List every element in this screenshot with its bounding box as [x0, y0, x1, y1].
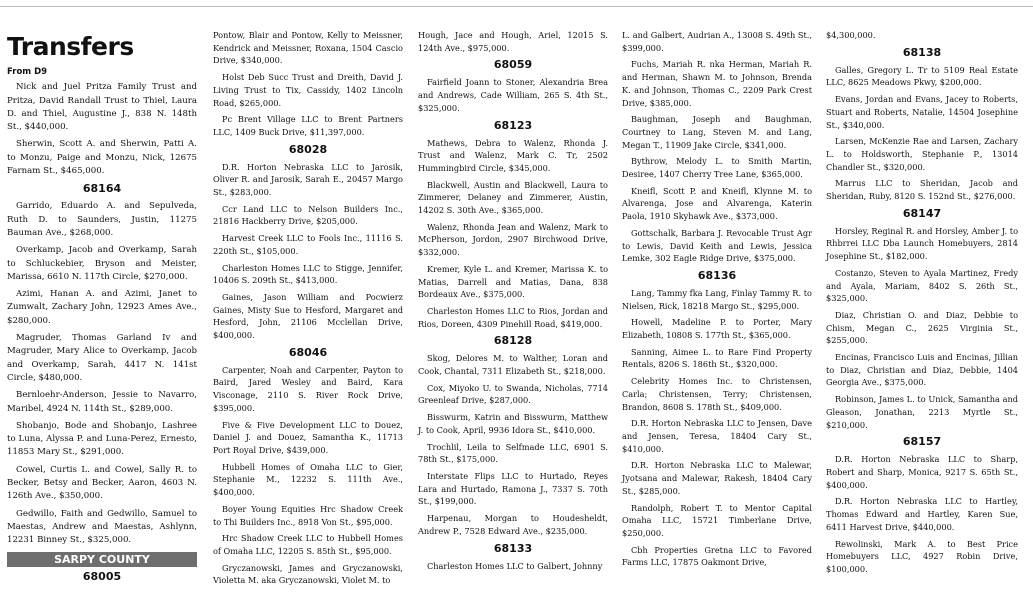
zip-code-heading: 68133	[493, 541, 533, 555]
transfer-entry: D.R. Horton Nebraska LLC to Jarosik, Oliver R. and Jarosik, Sarah E., 20457 Margo St., $283,000.	[213, 161, 403, 198]
transfer-entry: Cbh Properties Gretna LLC to Favored Farms LLC, 17875 Oakmont Drive,	[622, 544, 812, 568]
transfer-entry: L. and Galbert, Audrian A., 13008 S. 49th St., $399,000.	[622, 30, 812, 53]
transfer-entry: Hrc Shadow Creek LLC to Hubbell Homes of Omaha LLC, 12205 S. 85th St., $95,000.	[213, 533, 403, 556]
transfer-entry: Gryczanowski, James and Gryczanowski, Violetta M. aka Gryczanowski, Violet M. to	[213, 562, 403, 586]
transfer-entry: Gottschalk, Barbara J. Revocable Trust Agr to Lewis, David Keith and Lewis, Jessica Lemke, 302 Eagle Ridge Drive, $375,000.	[622, 227, 812, 264]
transfer-entry: Five & Five Development LLC to Douez, Daniel J. and Douez, Samantha K., 11713 Port Royal Drive, $439,000.	[213, 419, 403, 455]
zip-code-heading: 68147	[902, 206, 942, 220]
transfer-entry: Trochlil, Leila to Selfmade LLC, 6901 S. 78th St., $175,000.	[418, 441, 608, 465]
transfer-entry: Bisswurm, Katrin and Bisswurm, Matthew J. to Cook, April, 9936 Idora St., $410,000.	[418, 412, 608, 435]
zip-code-heading: 68136	[697, 268, 737, 282]
county-banner: SARPY COUNTY	[7, 552, 197, 567]
zip-code-heading: 68028	[288, 142, 328, 156]
transfer-entry: Magruder, Thomas Garland Iv and Magruder, Mary Alice to Overkamp, Jacob and Overkamp, Sarah, 4417 N. 141st Circle, $480,000.	[7, 333, 197, 383]
transfer-entry: D.R. Horton Nebraska LLC to Hartley, Thomas Edward and Hartley, Karen Sue, 6411 Harvest Drive, $440,000.	[826, 496, 1018, 532]
zip-code-heading: 68128	[493, 334, 533, 348]
zip-code-heading: 68005	[82, 569, 122, 583]
transfer-entry: Lang, Tammy fka Lang, Finlay Tammy R. to Nielsen, Rick, 18218 Margo St., $295,000.	[622, 287, 812, 311]
transfer-entry: Walenz, Rhonda Jean and Walenz, Mark to McPherson, Jordon, 2907 Birchwood Drive, $332,000.	[418, 221, 608, 258]
section-headline: Transfers	[7, 32, 134, 61]
transfer-entry: Kremer, Kyle L. and Kremer, Marissa K. to Matias, Darrell and Matias, Dana, 838 Bordeaux Ave., $375,000.	[418, 263, 608, 300]
transfer-entry: Charleston Homes LLC to Rios, Jordan and Rios, Doreen, 4309 Pinehill Road, $419,000.	[418, 305, 608, 329]
column-3	[418, 29, 608, 576]
transfer-entry: Carpenter, Noah and Carpenter, Payton to Baird, Jared Wesley and Baird, Kara Visconage, 2110 S. River Rock Drive, $395,000.	[213, 364, 403, 413]
transfer-entry: Fairfield Joann to Stoner, Alexandria Brea and Andrews, Cade William, 265 S. 4th St., $325,000.	[418, 77, 608, 113]
column-1	[7, 30, 197, 588]
zip-code-heading: 68123	[493, 118, 533, 132]
transfer-entry: Galles, Gregory L. Tr to 5109 Real Estate LLC, 8625 Meadows Pkwy, $200,000.	[826, 64, 1018, 88]
transfer-entry: Cox, Miyoko U. to Swanda, Nicholas, 7714 Greenleaf Drive, $287,000.	[418, 382, 608, 406]
transfer-entry: Skog, Delores M. to Walther, Loran and Cook, Chantal, 7311 Elizabeth St., $218,000.	[418, 353, 608, 377]
transfer-entry: Encinas, Francisco Luis and Encinas, Jillian to Diaz, Christian and Diaz, Debbie, 1404 Georgia Ave., $375,000.	[826, 352, 1018, 388]
transfer-entry: Horsley, Reginal R. and Horsley, Amber J. to Rhbrrei LLC Dba Launch Homebuyers, 2814 Josephine St., $182,000.	[826, 225, 1018, 262]
column-2	[213, 29, 403, 591]
transfer-entry: Holst Deb Succ Trust and Dreith, David J. Living Trust to Tix, Cassidy, 1402 Lincoln Road, $265,000.	[213, 72, 403, 108]
transfer-entry: Larsen, McKenzie Rae and Larsen, Zachary L. to Holdsworth, Stephanie P., 13014 Chandler St., $320,000.	[826, 136, 1018, 172]
transfer-entry: Boyer Young Equities Hrc Shadow Creek to Thi Builders Inc., 8918 Von St., $95,000.	[213, 503, 403, 527]
zip-code-heading: 68164	[82, 182, 122, 196]
transfer-entry: D.R. Horton Nebraska LLC to Malewar, Jyotsana and Malewar, Rakesh, 18404 Cary St., $285,000.	[622, 460, 812, 496]
transfer-entry: D.R. Horton Nebraska LLC to Jensen, Dave and Jensen, Teresa, 18404 Cary St., $410,000.	[622, 418, 812, 454]
transfer-entry: Ccr Land LLC to Nelson Builders Inc., 21816 Hackberry Drive, $205,000.	[213, 203, 403, 227]
transfer-entry: $4,300,000.	[826, 30, 876, 40]
transfer-entry: Robinson, James L. to Unick, Samantha and Gleason, Jonathan, 2213 Myrtle St., $210,000.	[826, 394, 1018, 430]
transfer-entry: Hough, Jace and Hough, Ariel, 12015 S. 124th Ave., $975,000.	[418, 30, 608, 53]
zip-code-heading: 68138	[902, 45, 942, 59]
transfer-entry: D.R. Horton Nebraska LLC to Sharp, Robert and Sharp, Monica, 9217 S. 65th St., $400,000.	[826, 454, 1018, 490]
transfer-entry: Cowel, Curtis L. and Cowel, Sally R. to Becker, Betsy and Becker, Aaron, 4603 N. 126th Ave., $350,000.	[7, 464, 197, 502]
transfer-entry: Fuchs, Mariah R. nka Herman, Mariah R. and Herman, Shawn M. to Johnson, Brenda K. and Johnson, Thomas C., 2209 Park Crest Drive, $385,000.	[622, 59, 812, 108]
transfer-entry: Howell, Madeline P. to Porter, Mary Elizabeth, 10808 S. 177th St., $365,000.	[622, 317, 812, 341]
transfer-entry: Bythrow, Melody L. to Smith Martin, Desiree, 1407 Cherry Tree Lane, $365,000.	[622, 156, 812, 180]
transfer-entry: Overkamp, Jacob and Overkamp, Sarah to Schluckebier, Bryson and Meister, Marissa, 6610 N. 117th Circle, $270,000.	[7, 245, 197, 282]
transfer-entry: Garrido, Eduardo A. and Sepulveda, Ruth D. to Saunders, Justin, 11275 Bauman Ave., $268,000.	[7, 201, 197, 238]
transfer-entry: Interstate Flips LLC to Hurtado, Reyes Lara and Hurtado, Ramona J., 7337 S. 70th St., $199,000.	[418, 470, 608, 507]
transfer-entry: Bernloehr-Anderson, Jessie to Navarro, Maribel, 4924 N. 114th St., $289,000.	[7, 390, 197, 414]
transfer-entry: Shobanjo, Bode and Shobanjo, Lashree to Luna, Alyssa P. and Luna-Perez, Ernesto, 11853 Mary St., $291,000.	[7, 420, 197, 458]
transfer-entry: Hubbell Homes of Omaha LLC to Gier, Stephanie M., 12232 S. 111th Ave., $400,000.	[213, 461, 403, 498]
column-5	[826, 29, 1018, 580]
column-4	[622, 29, 812, 573]
transfer-entry: Charleston Homes LLC to Galbert, Johnny	[427, 560, 603, 571]
transfer-entry: Diaz, Christian O. and Diaz, Debbie to Chism, Megan C., 2625 Virginia St., $255,000.	[826, 309, 1018, 346]
transfer-entry: Harvest Creek LLC to Fools Inc., 11116 S. 220th St., $105,000.	[213, 233, 403, 256]
page-top-rule	[0, 0, 1033, 7]
zip-code-heading: 68046	[288, 345, 328, 359]
transfer-entry: Kneifl, Scott P. and Kneifl, Klynne M. to Alvarenga, Jose and Alvarenga, Katerin Paola, 1910 Skyhawk Ave., $373,000.	[622, 185, 812, 222]
zip-code-heading: 68059	[493, 58, 533, 72]
transfer-entry: Pc Brent Village LLC to Brent Partners LLC, 1409 Buck Drive, $11,397,000.	[213, 114, 403, 137]
transfer-entry: Celebrity Homes Inc. to Christensen, Carla; Christensen, Terry; Christensen, Brandon, 8608 S. 178th St., $409,000.	[622, 376, 812, 412]
transfer-entry: Marrus LLC to Sheridan, Jacob and Sheridan, Ruby, 8120 S. 152nd St., $276,000.	[826, 178, 1018, 202]
transfer-entry: Gedwillo, Faith and Gedwillo, Samuel to Maestas, Andrew and Maestas, Ashlynn, 12231 Binney St., $325,000.	[7, 508, 197, 546]
transfer-entry: Nick and Juel Pritza Family Trust and Pritza, David Randall Trust to Thiel, Laura D. and Thiel, Augustine J., 838 N. 148th St., $440,000.	[7, 82, 197, 133]
transfer-entry: Baughman, Joseph and Baughman, Courtney to Lang, Steven M. and Lang, Megan T., 11909 Jake Circle, $341,000.	[622, 114, 812, 150]
transfer-entry: Costanzo, Steven to Ayala Martinez, Fredy and Ayala, Mariam, 8402 S. 26th St., $325,000.	[826, 267, 1018, 304]
transfer-entry: Sherwin, Scott A. and Sherwin, Patti A. to Monzu, Paige and Monzu, Nick, 12675 Farnam St., $465,000.	[7, 139, 197, 177]
transfer-entry: Harpenau, Morgan to Houdesheldt, Andrew P., 7528 Edward Ave., $235,000.	[418, 513, 608, 536]
transfer-entry: Charleston Homes LLC to Stigge, Jennifer, 10406 S. 209th St., $413,000.	[213, 262, 403, 286]
transfer-entry: Sanning, Aimee L. to Rare Find Property Rentals, 8206 S. 186th St., $320,000.	[622, 346, 812, 370]
transfer-entry: Gaines, Jason William and Pocwierz Gaines, Misty Sue to Hesford, Margaret and Hesford, John, 21106 Mcclellan Drive, $400,000.	[213, 291, 403, 341]
zip-code-heading: 68157	[902, 435, 942, 449]
transfer-entry: Rewolinski, Mark A. to Best Price Homebuyers LLC, 4927 Robin Drive, $100,000.	[826, 538, 1018, 574]
transfer-entry: Pontow, Blair and Pontow, Kelly to Meissner, Kendrick and Meissner, Roxana, 1504 Cascio Drive, $340,000.	[213, 30, 403, 66]
transfer-entry: Evans, Jordan and Evans, Jacey to Roberts, Stuart and Roberts, Natalie, 14504 Josephine St., $340,000.	[826, 94, 1018, 130]
transfer-entry: Mathews, Debra to Walenz, Rhonda J. Trust and Walenz, Mark C. Tr, 2502 Hummingbird Circle, $345,000.	[418, 137, 608, 173]
transfer-entry: Blackwell, Austin and Blackwell, Laura to Zimmerer, Delaney and Zimmerer, Austin, 14202 S. 30th Ave., $365,000.	[418, 179, 608, 216]
transfer-entry: Randolph, Robert T. to Mentor Capital Omaha LLC, 15721 Timberlane Drive, $250,000.	[622, 502, 812, 538]
transfer-entry: Azimi, Hanan A. and Azimi, Janet to Zumwalt, Zachary John, 12923 Ames Ave., $280,000.	[7, 289, 197, 326]
jump-line: From D9	[7, 67, 48, 77]
